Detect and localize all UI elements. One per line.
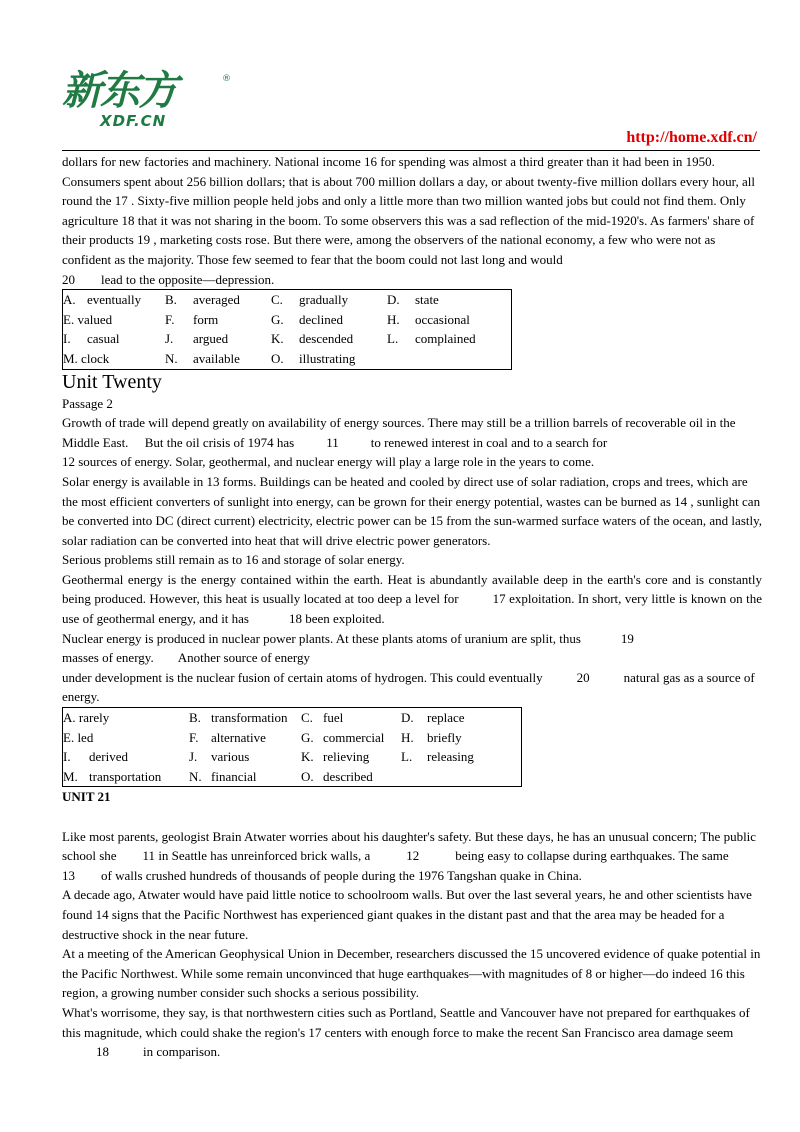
unit19-options-table: [62, 289, 512, 369]
text-run: Like most parents, geologist Brain Atwater worries about his daughter's safety. But these days, he has an unusual concern; The public school she: [62, 828, 757, 864]
option-letter: F.: [165, 311, 175, 327]
option-word: relieving: [323, 749, 370, 765]
unit20-paragraph-6: [62, 668, 762, 707]
unit20-paragraph-2: Solar energy is available in 13 forms. Buildings can be heated and cooled by direct use of solar radiation, crops and trees, which are the most efficient converters of sunlight into energy, can be grown for their energy potential, wastes can be burned as 14 , sunlight can be converted into DC (direct current) electricity, electric power can be 15 from the sun-warmed surface waters of the ocean, and lastly, solar radiation can be converted into heat that will drive electric power generators.: [62, 473, 763, 548]
text-run: to renewed interest in coal and to a search for: [370, 434, 608, 450]
passage-label: Passage 2: [62, 395, 113, 411]
text-run: exploitation. In short, very little is known on the use of geothermal energy, and it has: [62, 591, 762, 627]
option-letter: F.: [189, 729, 199, 745]
logo-english-text: XDF.CN: [100, 112, 167, 130]
unit20-paragraph-4: [62, 570, 762, 629]
spacer: [62, 807, 762, 827]
option-word: occasional: [415, 311, 470, 327]
unit21-title: UNIT 21: [62, 789, 111, 805]
unit20-paragraph-1: [62, 413, 762, 472]
text-run: Nuclear energy is produced in nuclear power plants. At these plants atoms of uranium are split, thus: [62, 630, 581, 646]
text-run: of walls crushed hundreds of thousands of people during the 1976 Tangshan quake in China.: [101, 867, 582, 883]
option-word: various: [211, 749, 250, 765]
option-letter: O.: [271, 350, 284, 366]
option-word: briefly: [427, 729, 462, 745]
blank-number: 11: [326, 434, 339, 450]
options-row: [63, 290, 512, 310]
option-letter: M.: [63, 768, 78, 784]
option-word: commercial: [323, 729, 385, 745]
text-run: Growth of trade will depend greatly on availability of energy sources. There may still be a trillion barrels of recoverable oil in the Middle East.: [62, 415, 736, 450]
option-word: E. valued: [63, 311, 113, 327]
option-word: available: [193, 350, 240, 366]
blank-number: 19: [620, 630, 634, 646]
options-row: [63, 349, 512, 369]
option-word: A. rarely: [63, 710, 110, 726]
option-letter: H.: [401, 729, 414, 745]
option-letter: K.: [271, 331, 284, 347]
options-row: [63, 747, 522, 767]
option-word: eventually: [87, 292, 142, 308]
option-word: complained: [415, 331, 476, 347]
document-body: [62, 152, 762, 1062]
option-letter: H.: [387, 311, 400, 327]
blank-number: 13: [62, 867, 75, 883]
option-letter: G.: [301, 729, 314, 745]
text-run: masses of energy.: [62, 650, 154, 666]
option-letter: I.: [63, 331, 71, 347]
option-word: financial: [211, 768, 257, 784]
option-word: descended: [299, 331, 354, 347]
unit20-paragraph-5: [62, 629, 762, 668]
option-letter: B.: [165, 292, 177, 308]
unit20-options-table: [62, 707, 522, 787]
options-row: [63, 767, 522, 787]
option-word: casual: [87, 331, 120, 347]
option-letter: C.: [271, 292, 283, 308]
blank-number: 20: [576, 669, 590, 685]
text-run: But the oil crisis of 1974 has: [144, 434, 295, 450]
blank-number: 20: [62, 271, 75, 287]
text-run: natural gas as a source of energy.: [62, 669, 755, 705]
option-word: argued: [193, 331, 229, 347]
text-run: in Seattle has unreinforced brick walls, a: [158, 848, 371, 864]
blank-tail-text: lead to the opposite—depression.: [101, 271, 275, 287]
unit21-paragraph-1: [62, 827, 762, 886]
blank-number: 12: [406, 848, 420, 864]
option-word: declined: [299, 311, 344, 327]
text-run: Another source of energy: [177, 650, 310, 666]
option-word: derived: [89, 749, 128, 765]
option-letter: N.: [189, 768, 202, 784]
blank-number: 17: [492, 591, 506, 607]
options-row: [63, 708, 522, 728]
option-word: transportation: [89, 768, 162, 784]
option-letter: C.: [301, 710, 313, 726]
option-word: averaged: [193, 292, 240, 308]
blank-number: 18: [96, 1044, 109, 1060]
option-letter: J.: [165, 331, 174, 347]
option-word: illustrating: [299, 350, 356, 366]
option-word: gradually: [299, 292, 349, 308]
xdf-logo: [62, 68, 232, 140]
registered-mark: ®: [222, 74, 231, 84]
text-run: 12 sources of energy. Solar, geothermal, and nuclear energy will play a large role in the years to come.: [62, 454, 595, 470]
option-letter: A.: [63, 292, 76, 308]
option-letter: D.: [401, 710, 414, 726]
option-letter: K.: [301, 749, 314, 765]
option-word: E. led: [63, 729, 94, 745]
text-run: Geothermal energy is the energy contained within the earth. Heat is abundantly available deep in the earth's core and is constantly being produced. However, this heat is usually located at too deep a level for: [62, 571, 762, 607]
option-letter: L.: [387, 331, 399, 347]
option-letter: N.: [165, 350, 178, 366]
options-row: [63, 310, 512, 330]
unit21-paragraph-2: A decade ago, Atwater would have paid little notice to schoolroom walls. But over the last several years, he and other scientists have found 14 signs that the Pacific Northwest has experienced giant quakes in the distant past and that the area may be headed for a destructive shock in the near future.: [62, 887, 752, 942]
option-letter: O.: [301, 768, 314, 784]
option-word: form: [193, 311, 219, 327]
option-letter: D.: [387, 292, 400, 308]
text-run: been exploited.: [305, 611, 385, 627]
options-row: [63, 329, 512, 349]
unit21-paragraph-3: At a meeting of the American Geophysical Union in December, researchers discussed the 15 uncovered evidence of quake potential in the Pacific Northwest. While some remain unconvinced that huge earthquakes—with magnitudes of 8 or higher—do indeed 16 this region, a growing number consider such shocks a serious possibility.: [62, 946, 761, 1001]
options-row: [63, 728, 522, 748]
unit20-title: Unit Twenty: [62, 370, 162, 393]
option-word: releasing: [427, 749, 474, 765]
text-run: What's worrisome, they say, is that northwestern cities such as Portland, Seattle and Vancouver have not prepared for earthquakes of this magnitude, which could shake the region's 17 centers with enough force to make the recent San Francisco area damage seem: [62, 1004, 750, 1040]
option-word: state: [415, 292, 439, 308]
option-letter: L.: [401, 749, 413, 765]
option-letter: I.: [63, 749, 71, 765]
option-letter: J.: [189, 749, 198, 765]
unit19-paragraph: dollars for new factories and machinery. National income 16 for spending was almost a third greater than it had been in 1950. Consumers spent about 256 billion dollars; that is about 700 million dollars a day, or about twenty-five million dollars every hour, all round the 17 . Sixty-five million people held jobs and only a little more than two million wanted jobs but could not find them. Only agriculture 18 that it was not sharing in the boom. To some observers this was a sad reflection of the mid-1920's. As farmers' share of their products 19 , marketing costs rose. But there were, among the observers of the national economy, a few who were not as confident as the majority. Those few seemed to fear that the boom could not last long and would: [62, 154, 755, 267]
option-word: fuel: [323, 710, 344, 726]
option-word: replace: [427, 710, 465, 726]
option-word: alternative: [211, 729, 266, 745]
option-letter: G.: [271, 311, 284, 327]
option-word: described: [323, 768, 373, 784]
option-word: transformation: [211, 710, 288, 726]
text-run: under development is the nuclear fusion of certain atoms of hydrogen. This could eventually: [62, 669, 543, 685]
header-url-link[interactable]: http://home.xdf.cn/: [626, 129, 757, 146]
header-divider: [62, 150, 760, 151]
unit21-paragraph-4: [62, 1003, 762, 1062]
blank-number: 11: [142, 848, 156, 864]
text-run: being easy to collapse during earthquakes. The same: [455, 848, 729, 864]
unit20-paragraph-3: Serious problems still remain as to 16 and storage of solar energy.: [62, 552, 405, 568]
blank-number: 18: [289, 611, 302, 627]
option-word: M. clock: [63, 350, 110, 366]
logo-chinese-text: 新东方: [62, 68, 176, 114]
text-run: in comparison.: [143, 1044, 221, 1060]
unit19-last-line: [62, 270, 762, 290]
option-letter: B.: [189, 710, 201, 726]
